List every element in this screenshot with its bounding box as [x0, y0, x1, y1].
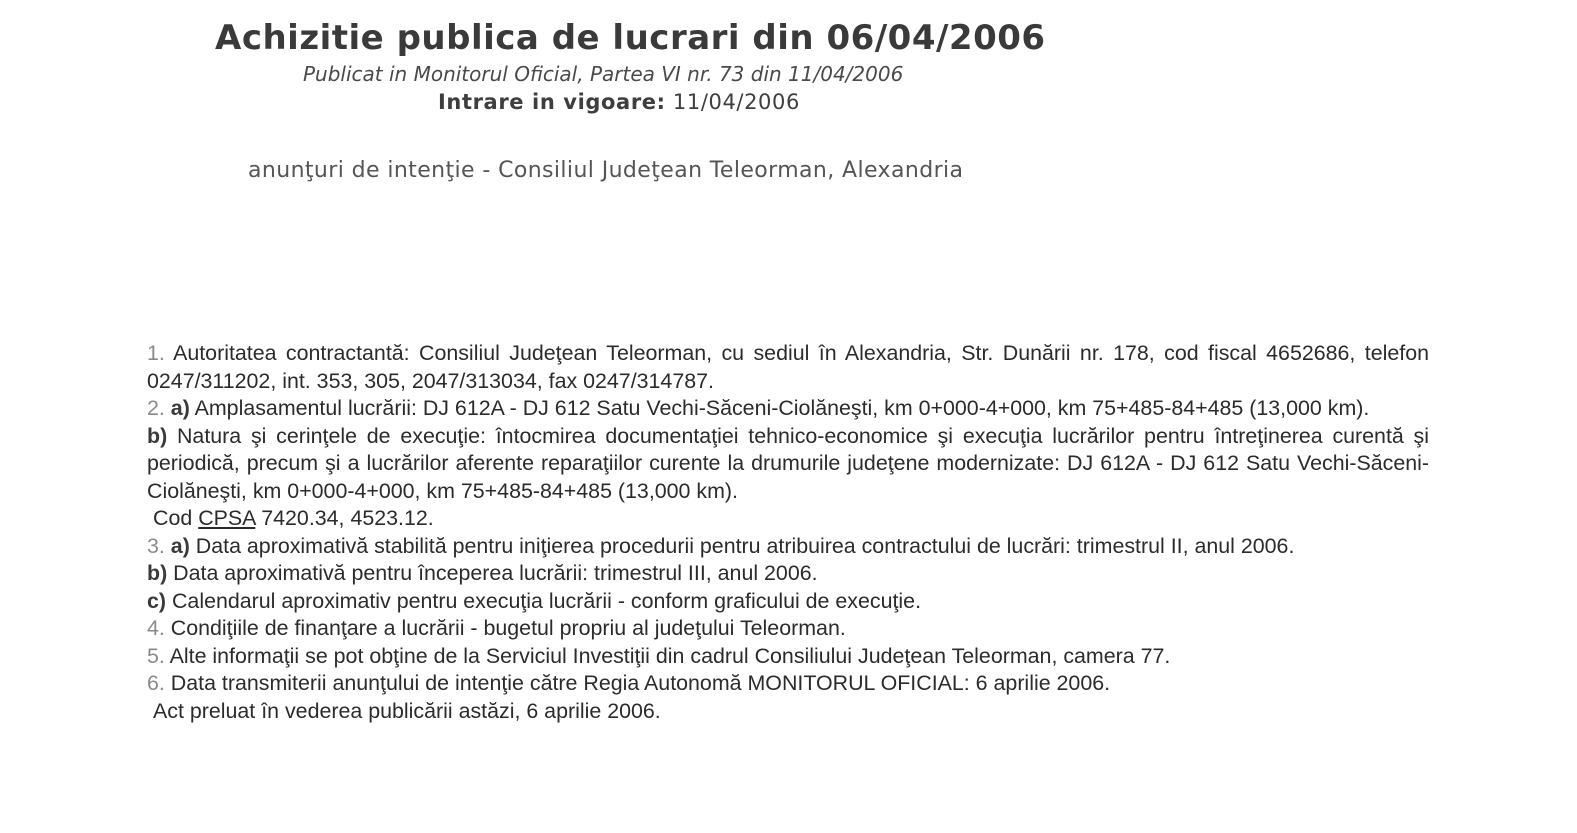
publication-note: Publicat in Monitorul Oficial, Partea VI nr. 73 din 11/04/2006 — [303, 62, 904, 86]
paragraph-3a — [127, 533, 1429, 561]
paragraph-text: Alte informaţii se pot obţine de la Serviciul Investiţii din cadrul Consiliului Judeţean Teleorman, camera 77. — [169, 643, 1171, 668]
paragraph-2a — [127, 395, 1429, 423]
sub-item-label: a) — [170, 533, 190, 558]
paragraph-2b — [127, 423, 1429, 506]
item-number: 1. — [147, 341, 165, 365]
item-number: 2. — [147, 396, 165, 420]
sub-item-label: b) — [147, 423, 168, 448]
paragraph-text: Calendarul aproximativ pentru execuţia lucrării - conform graficului de execuţie. — [171, 588, 922, 613]
in-force-label: Intrare in vigoare: — [438, 90, 666, 114]
notice-body — [127, 340, 1429, 725]
cpsa-values: 7420.34, 4523.12. — [261, 506, 434, 530]
paragraph-1 — [127, 340, 1429, 395]
paragraph-text: Amplasamentul lucrării: DJ 612A - DJ 612 Satu Vechi-Săceni-Ciolăneşti, km 0+000-4+000, km 75+485-84+485 (13,000 km). — [194, 396, 1370, 420]
in-force-date: 11/04/2006 — [672, 90, 800, 114]
item-number: 4. — [147, 616, 165, 640]
cpsa-link[interactable]: CPSA — [198, 506, 256, 530]
cpsa-code-line — [127, 505, 1429, 533]
document-title: Achizitie publica de lucrari din 06/04/2006 — [215, 18, 1046, 58]
sub-item-label: b) — [147, 561, 168, 585]
paragraph-5 — [127, 643, 1429, 671]
cod-prefix: Cod — [153, 506, 193, 530]
sub-item-label: a) — [170, 396, 190, 420]
item-number: 6. — [147, 671, 165, 695]
closing-statement: Act preluat în vederea publicării astăzi, 6 aprilie 2006. — [153, 698, 661, 723]
item-number: 5. — [147, 643, 165, 668]
paragraph-text: Autoritatea contractantă: Consiliul Judeţean Teleorman, cu sediul în Alexandria, Str. Dunării nr. 178, cod fiscal 4652686, telefon 0247/311202, int. 353, 305, 2047/313034, fax 0247/314787. — [147, 341, 1430, 393]
paragraph-6 — [127, 670, 1429, 698]
paragraph-text: Data aproximativă pentru începerea lucrării: trimestrul III, anul 2006. — [173, 561, 818, 585]
paragraph-4 — [127, 615, 1429, 643]
paragraph-text: Condiţiile de finanţare a lucrării - bugetul propriu al judeţului Teleorman. — [170, 616, 846, 640]
sub-item-label: c) — [147, 588, 167, 613]
paragraph-text: Natura şi cerinţele de execuţie: întocmirea documentaţiei tehnico-economice şi execuţia lucrărilor pentru întreţinerea curentă şi periodică, precum şi a lucrărilor aferente reparaţiilor curente la drumurile judeţene modernizate: DJ 612A - DJ 612 Satu Vechi-Săceni-Ciolăneşti, km 0+000-4+000, km 75+485-84+485 (13,000 km). — [147, 423, 1430, 503]
paragraph-3c — [127, 588, 1429, 616]
item-number: 3. — [147, 533, 165, 558]
in-force-line — [438, 90, 800, 114]
paragraph-text: Data aproximativă stabilită pentru iniţierea procedurii pentru atribuirea contractului de lucrări: trimestrul II, anul 2006. — [195, 533, 1295, 558]
notice-category: anunţuri de intenţie - Consiliul Judeţean Teleorman, Alexandria — [248, 158, 964, 183]
paragraph-3b — [127, 560, 1429, 588]
paragraph-text: Data transmiterii anunţului de intenţie către Regia Autonomă MONITORUL OFICIAL: 6 aprilie 2006. — [170, 671, 1111, 695]
